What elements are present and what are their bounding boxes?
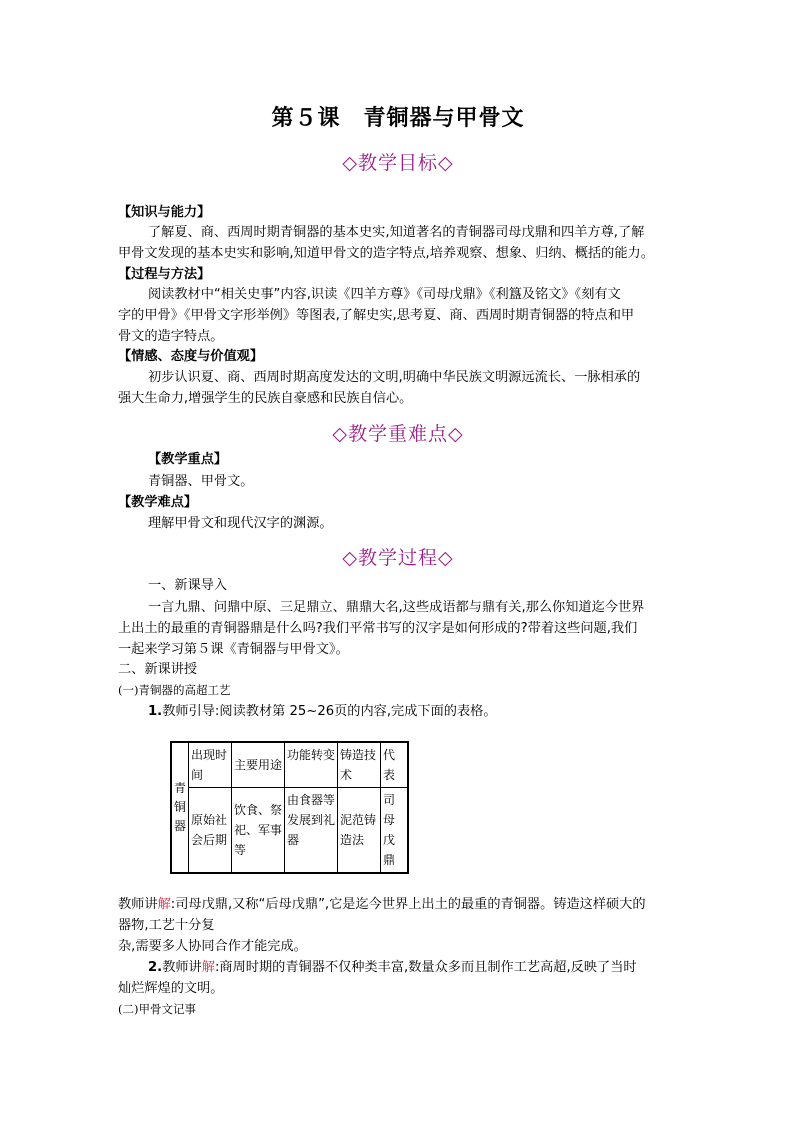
teacher-explain-text: :商周时期的青铜器不仅种类丰富,数量众多而且制作工艺高超,反映了当时 (214, 960, 637, 975)
difficulty-text: 理解甲骨文和现代汉字的渊源。 (148, 516, 333, 531)
teacher-explain-2-line: 灿烂辉煌的文明。 (118, 981, 224, 996)
intro-text-line: 上出土的最重的青铜器鼎是什么吗?我们平常书写的汉字是如何形成的?带着这些问题,我们 (118, 621, 638, 636)
step-number: 2. (148, 960, 163, 975)
process-method-text-line: 骨文的造字特点。 (118, 329, 224, 344)
table-header-cell: 出现时间 (189, 742, 232, 788)
difficulty-label: 【教学难点】 (118, 495, 198, 510)
table-row-label: 青铜器 (171, 742, 189, 873)
teacher-explain-prefix: 教师讲 (162, 960, 202, 975)
section-heading-process: ◇教学过程◇ (342, 547, 454, 569)
table-cell: 泥范铸造法 (338, 788, 381, 874)
table-header-cell: 代表 (381, 742, 409, 788)
section-heading-objectives: ◇教学目标◇ (342, 152, 454, 174)
table-cell: 由食器等发展到礼器 (285, 788, 338, 874)
teacher-explain-1-line: 杂,需要多人协同合作才能完成。 (118, 939, 307, 954)
table-header-cell: 铸造技术 (338, 742, 381, 788)
step-number: 1. (148, 704, 163, 719)
table-cell: 原始社会后期 (189, 788, 232, 874)
table-cell: 饮食、祭祀、军事等 (232, 788, 285, 874)
teacher-explain-1-line (118, 894, 646, 916)
teacher-explain-2-line (148, 957, 637, 979)
teacher-explain-text: :司母戊鼎,又称“后母戊鼎”,它是迄今世界上出土的最重的青铜器。铸造这样硕大的 (170, 897, 646, 912)
bronze-table (170, 741, 409, 874)
emotion-text-line: 强大生命力,增强学生的民族自豪感和民族自信心。 (118, 391, 413, 406)
section-heading-key-points: ◇教学重难点◇ (332, 423, 464, 445)
intro-text-line: 一起来学习第５课《青铜器与甲骨文》。 (118, 642, 349, 657)
step1-text: 教师引导:阅读教材第 25~26页的内容,完成下面的表格。 (162, 704, 497, 719)
table-cell: 司母戊鼎 (381, 788, 409, 874)
teacher-explain-highlight: 解 (201, 960, 215, 975)
knowledge-label: 【知识与能力】 (118, 205, 211, 220)
step1-line (148, 701, 497, 723)
table-header-cell: 功能转变 (285, 742, 338, 788)
emotion-label: 【情感、态度与价值观】 (118, 349, 264, 364)
part-heading-teaching: 二、新课讲授 (118, 662, 198, 677)
teacher-explain-1-line: 器物,工艺十分复 (118, 918, 215, 933)
process-method-text-line: 字的甲骨》《甲骨文字形举例》等图表,了解史实,思考夏、商、西周时期青铜器的特点和甲 (118, 308, 635, 323)
knowledge-text-line: 甲骨文发现的基本史实和影响,知道甲骨文的造字特点,培养观察、想象、归纳、概括的能力。 (118, 246, 654, 261)
process-method-text-line: 阅读教材中“相关史事”内容,识读《四羊方尊》《司母戊鼎》《利簋及铭文》《刻有文 (148, 287, 621, 302)
focus-text: 青铜器、甲骨文。 (148, 474, 254, 489)
subheading-oracle-bone: (二)甲骨文记事 (118, 1002, 196, 1016)
teacher-explain-highlight: 解 (157, 897, 171, 912)
table-header-cell: 主要用途 (232, 742, 285, 788)
process-method-label: 【过程与方法】 (118, 267, 211, 282)
part-heading-intro: 一、新课导入 (148, 578, 228, 593)
subheading-bronze: (一)青铜器的高超工艺 (118, 683, 231, 697)
focus-label: 【教学重点】 (148, 452, 228, 467)
intro-text-line: 一言九鼎、问鼎中原、三足鼎立、鼎鼎大名,这些成语都与鼎有关,那么你知道迄今世界 (148, 600, 645, 615)
teacher-explain-prefix: 教师讲 (118, 897, 158, 912)
lesson-title: 第５课 青铜器与甲骨文 (271, 105, 525, 131)
emotion-text-line: 初步认识夏、商、西周时期高度发达的文明,明确中华民族文明源远流长、一脉相承的 (148, 370, 641, 385)
knowledge-text-line: 了解夏、商、西周时期青铜器的基本史实,知道著名的青铜器司母戊鼎和四羊方尊,了解 (148, 225, 645, 240)
